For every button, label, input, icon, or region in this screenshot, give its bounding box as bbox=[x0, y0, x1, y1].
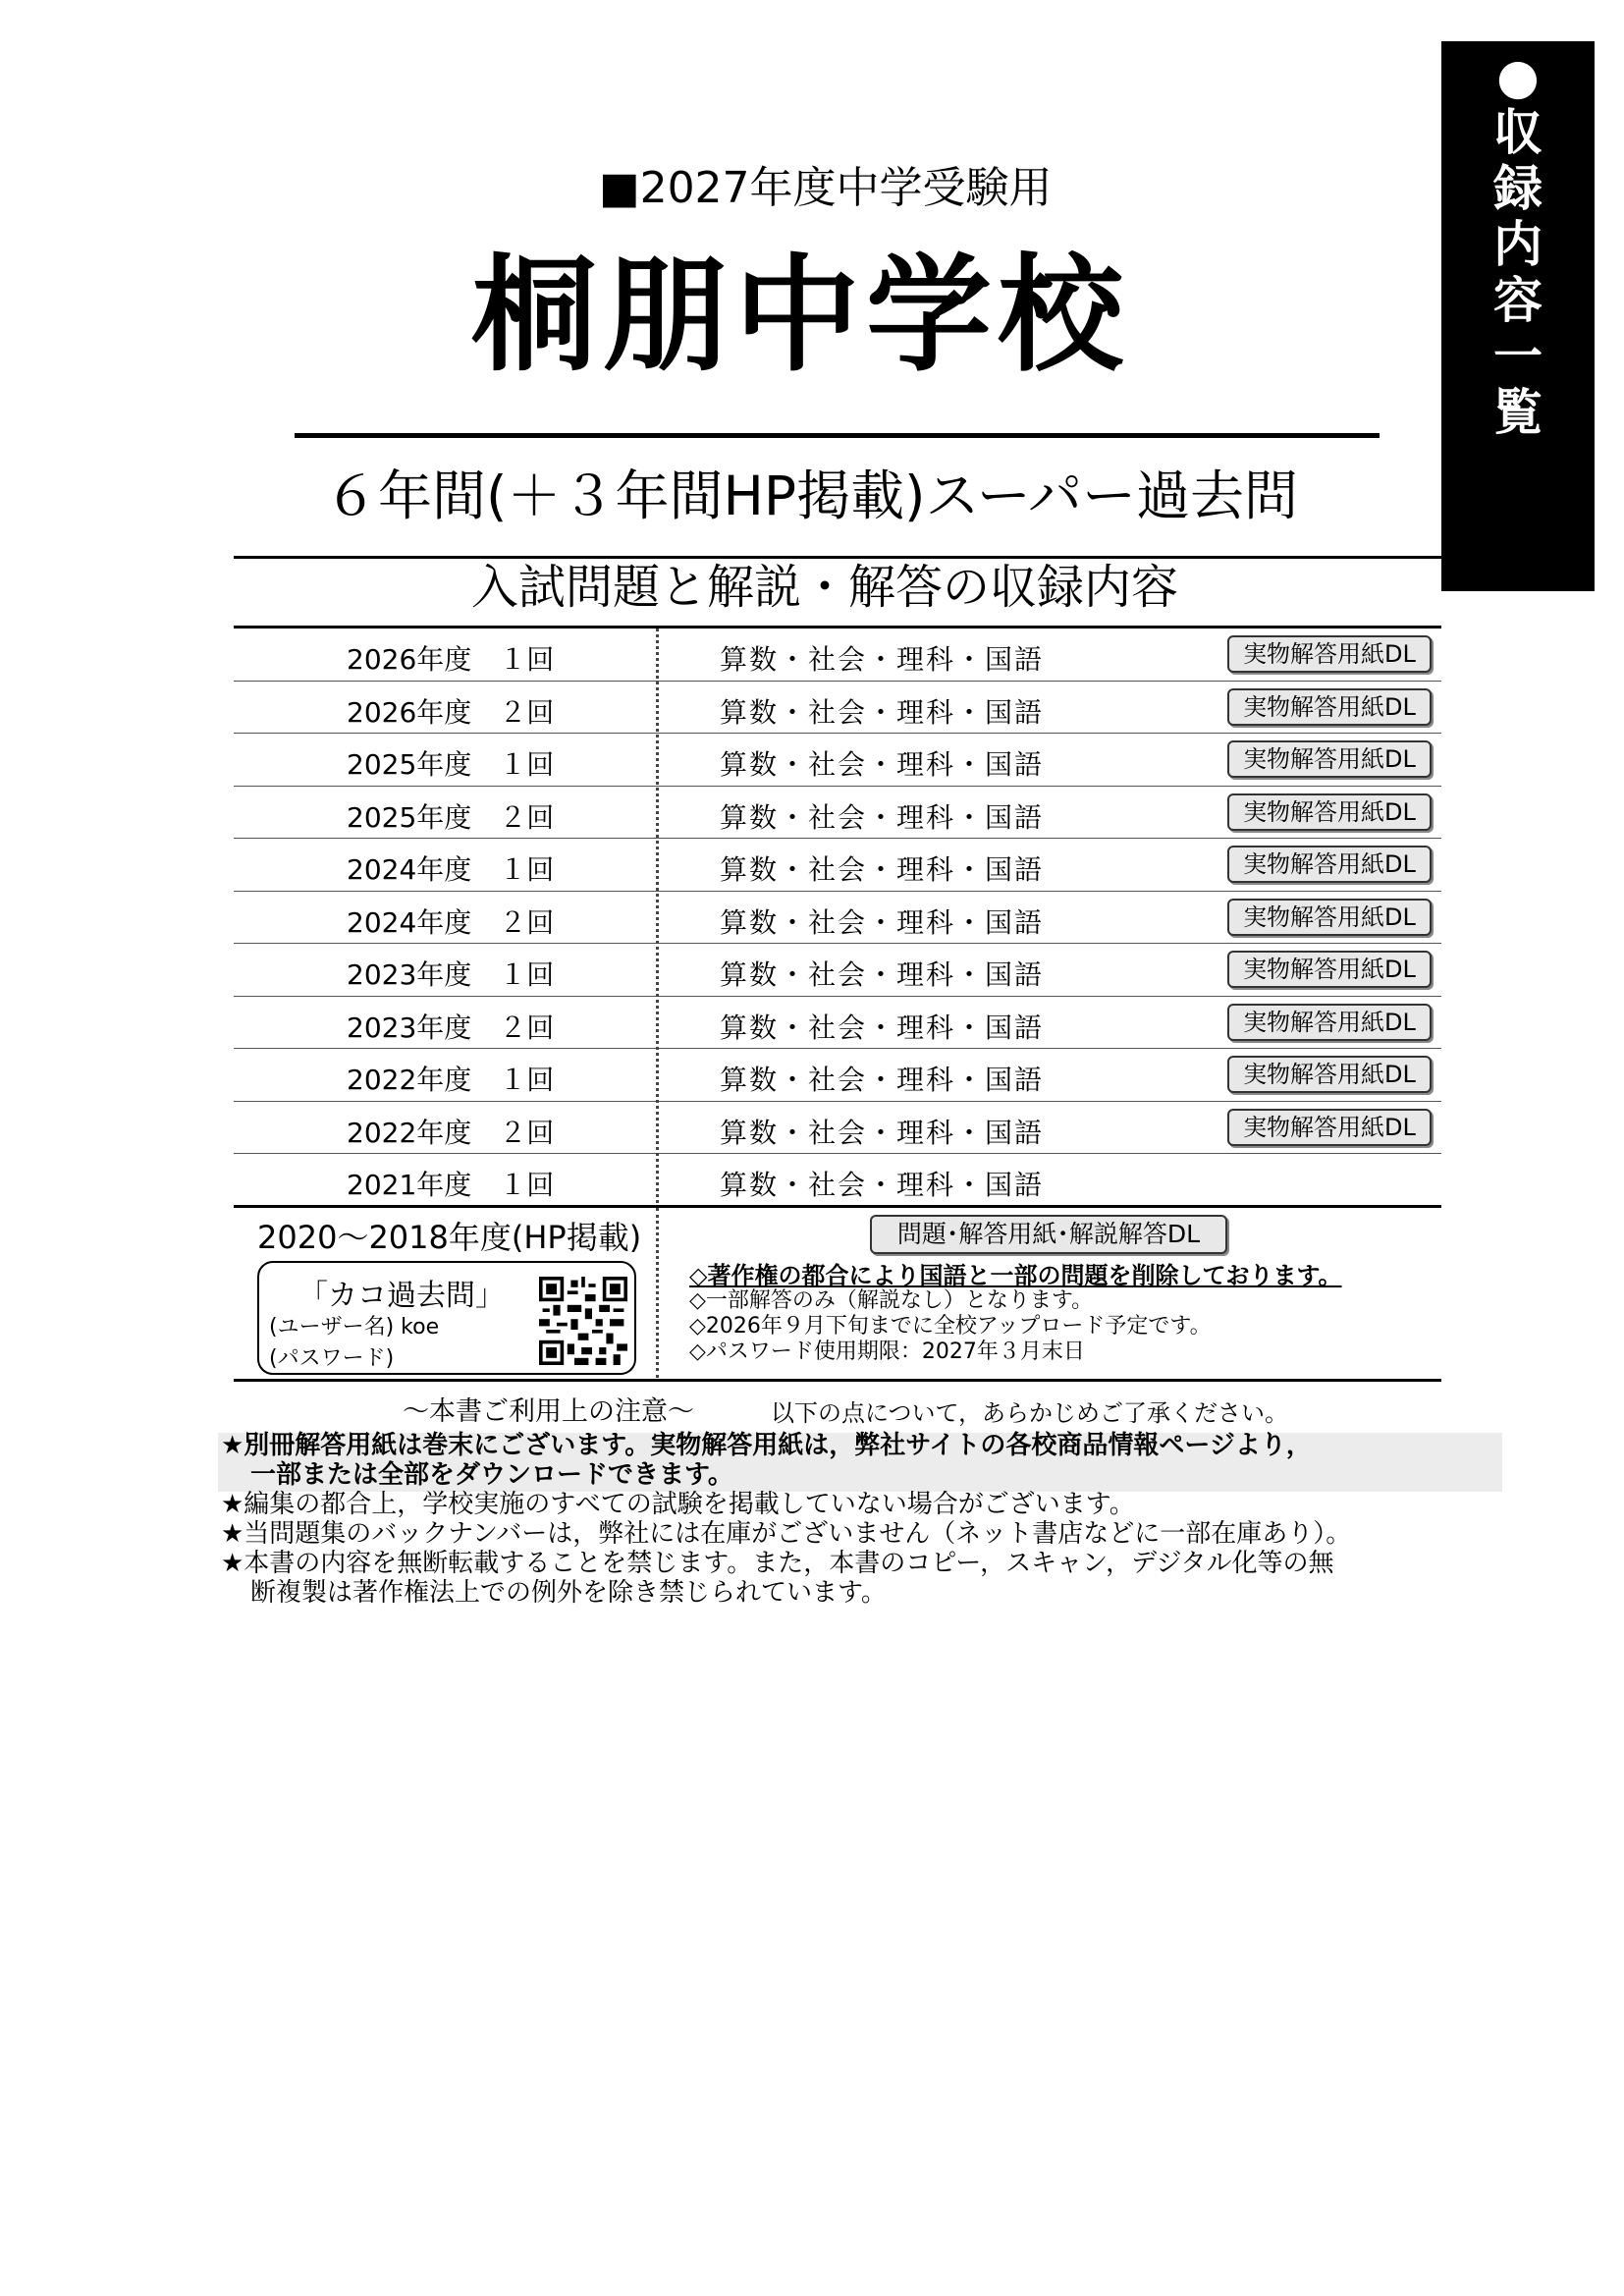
kako-login-box bbox=[257, 1261, 636, 1375]
side-tab-char: 録 bbox=[1493, 160, 1543, 217]
table-row bbox=[234, 734, 1441, 787]
caution-item: ★当問題集のバックナンバーは，弊社には在庫がございません（ネット書店などに一部在庫あり）。 bbox=[221, 1519, 1352, 1549]
subjects-cell: 算数・社会・理科・国語 bbox=[720, 1116, 1045, 1149]
year-cell: 2026年度 ２回 bbox=[347, 695, 555, 729]
table-row bbox=[234, 1102, 1441, 1155]
table-row bbox=[234, 682, 1441, 735]
table-row bbox=[234, 629, 1441, 682]
subjects-cell: 算数・社会・理科・国語 bbox=[720, 1064, 1045, 1096]
caution-item: ★別冊解答用紙は巻末にございます。実物解答用紙は，弊社サイトの各校商品情報ページより， bbox=[221, 1431, 1312, 1460]
answer-sheet-download-button[interactable]: 実物解答用紙DL bbox=[1227, 635, 1432, 673]
caution-subheading: 以下の点について，あらかじめご了承ください。 bbox=[771, 1399, 1289, 1427]
hp-section-divider-bottom bbox=[234, 1379, 1441, 1382]
side-tab-char: 覧 bbox=[1493, 384, 1543, 441]
answer-sheet-download-button[interactable]: 実物解答用紙DL bbox=[1227, 951, 1432, 988]
subjects-cell: 算数・社会・理科・国語 bbox=[720, 1169, 1045, 1201]
subjects-cell: 算数・社会・理科・国語 bbox=[720, 1011, 1045, 1044]
year-cell: 2024年度 １回 bbox=[347, 853, 555, 886]
answer-sheet-download-button[interactable]: 実物解答用紙DL bbox=[1227, 688, 1432, 726]
year-cell: 2025年度 ２回 bbox=[347, 800, 555, 834]
copyright-note: ◇著作権の都合により国語と一部の問題を削除しております。 bbox=[689, 1262, 1342, 1289]
side-tab-char: 容 bbox=[1493, 272, 1543, 329]
answer-sheet-download-button[interactable]: 実物解答用紙DL bbox=[1227, 793, 1432, 831]
contents-table bbox=[234, 629, 1441, 1207]
note-item: ◇一部解答のみ（解説なし）となります。 bbox=[689, 1288, 1094, 1313]
table-row bbox=[234, 1049, 1441, 1102]
hp-years-label: 2020～2018年度(HP掲載) bbox=[257, 1219, 642, 1256]
year-cell: 2022年度 ２回 bbox=[347, 1116, 555, 1149]
side-tab-char: 一 bbox=[1493, 328, 1543, 385]
table-row bbox=[234, 892, 1441, 945]
year-cell: 2023年度 ２回 bbox=[347, 1011, 555, 1044]
answer-sheet-download-button[interactable]: 実物解答用紙DL bbox=[1227, 846, 1432, 883]
subjects-cell: 算数・社会・理科・国語 bbox=[720, 853, 1045, 886]
table-row bbox=[234, 997, 1441, 1050]
page-subtitle: ６年間(＋３年間HP掲載)スーパー過去問 bbox=[324, 465, 1298, 527]
subjects-cell: 算数・社会・理科・国語 bbox=[720, 748, 1045, 781]
side-tab-bullet: ● bbox=[1496, 48, 1540, 105]
answer-sheet-download-button[interactable]: 実物解答用紙DL bbox=[1227, 1056, 1432, 1093]
answer-sheet-download-button[interactable]: 実物解答用紙DL bbox=[1227, 1004, 1432, 1041]
caution-item: 断複製は著作権法上での例外を除き禁じられています。 bbox=[250, 1578, 887, 1608]
subjects-cell: 算数・社会・理科・国語 bbox=[720, 643, 1045, 676]
table-column-divider bbox=[656, 629, 659, 1203]
hp-column-divider bbox=[656, 1208, 659, 1378]
answer-sheet-download-button[interactable]: 実物解答用紙DL bbox=[1227, 899, 1432, 936]
year-cell: 2023年度 １回 bbox=[347, 958, 555, 991]
exam-year-tag: ■2027年度中学受験用 bbox=[599, 163, 1053, 213]
kako-title: 「カコ過去問」 bbox=[298, 1279, 505, 1313]
note-item: ◇2026年９月下旬までに全校アップロード予定です。 bbox=[689, 1314, 1212, 1339]
section-title: 入試問題と解説・解答の収録内容 bbox=[471, 560, 1179, 615]
kako-username: (ユーザー名) koe bbox=[269, 1315, 440, 1339]
hp-download-button[interactable]: 問題･解答用紙･解説解答DL bbox=[870, 1215, 1227, 1254]
page-title: 桐朋中学校 bbox=[471, 243, 1130, 389]
caution-item: 一部または全部をダウンロードできます。 bbox=[250, 1460, 733, 1490]
caution-list bbox=[221, 1431, 1351, 1608]
year-cell: 2021年度 １回 bbox=[347, 1169, 555, 1201]
side-tab bbox=[1441, 41, 1595, 591]
year-cell: 2026年度 １回 bbox=[347, 643, 555, 676]
title-divider bbox=[295, 433, 1380, 438]
subjects-cell: 算数・社会・理科・国語 bbox=[720, 800, 1045, 834]
subjects-cell: 算数・社会・理科・国語 bbox=[720, 905, 1045, 939]
side-tab-char: 内 bbox=[1493, 216, 1543, 273]
table-row bbox=[234, 944, 1441, 997]
table-row bbox=[234, 1154, 1441, 1207]
table-row bbox=[234, 787, 1441, 840]
year-cell: 2025年度 １回 bbox=[347, 748, 555, 781]
caution-heading: ～本書ご利用上の注意～ bbox=[403, 1396, 694, 1427]
subjects-cell: 算数・社会・理科・国語 bbox=[720, 958, 1045, 991]
qr-code-icon[interactable] bbox=[539, 1277, 627, 1365]
answer-sheet-download-button[interactable]: 実物解答用紙DL bbox=[1227, 1109, 1432, 1146]
note-item: ◇パスワード使用期限：2027年３月末日 bbox=[689, 1339, 1085, 1364]
table-row bbox=[234, 839, 1441, 892]
caution-item: ★編集の都合上，学校実施のすべての試験を掲載していない場合がございます。 bbox=[221, 1490, 1135, 1519]
caution-item: ★本書の内容を無断転載することを禁じます。また，本書のコピー，スキャン，デジタル化等の無 bbox=[221, 1549, 1334, 1578]
answer-sheet-download-button[interactable]: 実物解答用紙DL bbox=[1227, 740, 1432, 778]
kako-password: (パスワード) bbox=[269, 1346, 395, 1371]
year-cell: 2024年度 ２回 bbox=[347, 905, 555, 939]
side-tab-char: 収 bbox=[1493, 104, 1543, 161]
subjects-cell: 算数・社会・理科・国語 bbox=[720, 695, 1045, 729]
year-cell: 2022年度 １回 bbox=[347, 1064, 555, 1096]
hp-section-divider-top bbox=[234, 1205, 1441, 1208]
section-divider-top bbox=[234, 556, 1441, 559]
hp-notes bbox=[689, 1263, 1342, 1365]
